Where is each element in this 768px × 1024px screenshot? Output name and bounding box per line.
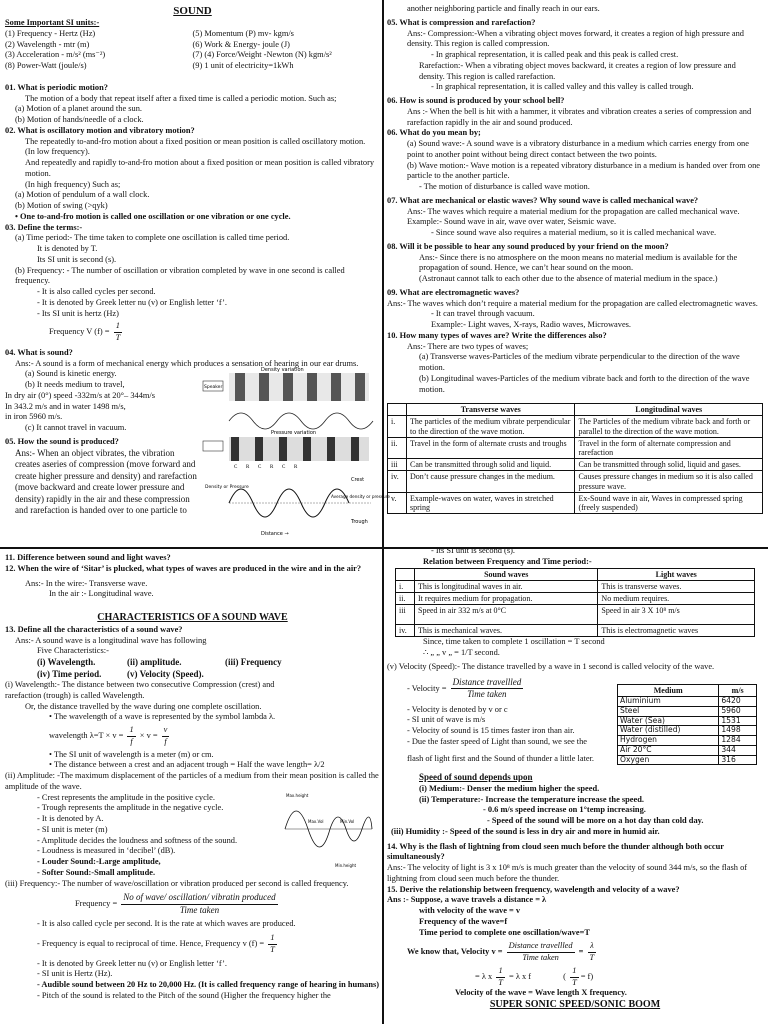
detail: - Velocity of sound is 15 times faster iron than air.	[407, 726, 575, 736]
answer: Ans:- The velocity of light is 3 x 10⁸ m/s is much greater than the velocity of sound 344 m/s, so the flash of lightning from cloud seen much before the thunder.	[387, 863, 748, 883]
answer: Ans:- In the wire:- Transverse wave.	[25, 578, 148, 588]
answer: (In low frequency).	[25, 147, 90, 157]
derivation-step: = λ x $\frac{1}{T}$ = λ x f ( $\frac{1}{T}$ = f)	[475, 965, 594, 987]
continuation-text: another neighboring particle and finally reach in our ears.	[407, 4, 600, 13]
fraction: $\frac{1}{T}$	[572, 965, 577, 987]
fraction-denominator: Time taken	[179, 904, 220, 915]
table-cell: 5960	[719, 706, 757, 716]
answer: Ans:- The waves which require a material medium for the propagation are called mechanical wave.	[407, 206, 740, 216]
list-item: (a) Motion of pendulum of a wall clock.	[15, 190, 150, 200]
table-row	[618, 697, 757, 707]
list-item: (a) Transverse waves-Particles of the medium vibrate perpendicular to the direction of the wave motion.	[419, 352, 740, 372]
si-item: (5) Momentum (P) mv- kgm/s	[192, 28, 294, 38]
page-title: SOUND	[173, 5, 212, 17]
table-cell: This is transverse waves.	[598, 580, 755, 592]
definition: (b) Wave motion:- Wave motion is a repeated vibratory disturbance in a medium is handed over from one particle to the another particle.	[407, 160, 761, 181]
table-cell: 1531	[719, 716, 757, 726]
table-cell: Water (Sea)	[618, 716, 719, 726]
answer: Ans:- Since there is no atmosphere on the moon means no material medium is available for the propagation of sound. Hence, we can’t hear sound on the moon.	[419, 252, 738, 273]
detail: in iron 5960 m/s.	[5, 412, 63, 422]
list-item: (b) Motion of swing (>qyk)	[15, 201, 108, 211]
definition: (a) Time period:- The time taken to complete one oscillation is called time period.	[15, 233, 290, 243]
definition: (a) Sound wave:- A sound wave is a vibratory disturbance in a medium which carries energy from one point to another point without being direct contact between the two points.	[407, 139, 749, 159]
answer: Ans:- When an object vibrates, the vibration creates aseries of compression (move forward and create higher pressure and density) and rarefaction (move backward and create lower pressure and density) rapidly in the air and these compression and rarefaction is handed over to one particle to	[15, 447, 197, 516]
fraction: $\frac{1}{T}$	[498, 965, 503, 987]
detail: flash of light first and the Sound of thunder a little later.	[407, 753, 595, 763]
figure-label: Density variation	[261, 367, 304, 374]
detail: - Trough represents the amplitude in the negative cycle.	[5, 803, 275, 814]
figure-label: C	[258, 465, 262, 471]
frequency-formula-block	[5, 892, 380, 916]
table-header: m/s	[719, 685, 757, 697]
table-cell: i.	[388, 416, 407, 437]
table-row	[388, 416, 763, 437]
table-row	[618, 755, 757, 765]
table-cell: 6420	[719, 697, 757, 707]
si-units-right	[193, 29, 381, 72]
right-top-panel	[387, 4, 763, 545]
amplitude-definition: (ii) Amplitude: -The maximum displacement of the particles of a medium from their mean position is called the amplitude of the wave.	[5, 771, 379, 791]
density-bands-top	[229, 373, 369, 401]
detail: - In graphical representation, it is called valley and this valley is called trough.	[387, 82, 763, 93]
table-cell: Speed in air 3 X 10⁸ m/s	[598, 605, 755, 625]
figure-label: C	[234, 465, 238, 471]
conclusion: Velocity of the wave = Wave length X frequency.	[455, 988, 627, 998]
note: • One to-and-fro motion is called one oscillation or one vibration or one cycle.	[5, 212, 380, 223]
speed-of-sound-table	[617, 684, 757, 765]
detail: It is denoted by T.	[37, 244, 98, 254]
si-item: (2) Wavelength - mtr (m)	[5, 39, 90, 49]
fraction	[121, 892, 277, 916]
amplitude-figure	[280, 783, 375, 875]
figure-label: C	[282, 465, 286, 471]
definition: (b) Frequency: - The number of oscillation or vibration completed by wave in one second is called frequency.	[15, 265, 345, 286]
fraction-numerator: Distance travellled	[451, 677, 524, 690]
answer: Ans:- There are two types of waves;	[407, 341, 529, 351]
table-header: Sound waves	[415, 568, 598, 580]
si-item: (9) 1 unit of electricity=1kWh	[192, 61, 294, 71]
sound-light-table	[395, 568, 755, 638]
detail: - Crest represents the amplitude in the positive cycle.	[5, 793, 275, 804]
left-bottom-panel	[5, 553, 380, 1024]
wavelength-definition: (i) Wavelength:- The distance between two consecutive Compression (crest) and rarefaction (trough) is called Wavelength.	[5, 680, 275, 700]
right-bottom-panel	[387, 546, 763, 1024]
detail: (iii) Humidity :- Speed of the sound is less in dry air and more in humid air.	[391, 826, 660, 836]
relation-heading: Relation between Frequency and Time period:-	[423, 556, 592, 566]
frequency-definition: (iii) Frequency:- The number of wave/oscillation or vibration produced per second is called frequency.	[5, 878, 349, 888]
detail: - Louder Sound:-Large amplitude,	[5, 857, 275, 868]
table-cell: It requires medium for propagation.	[415, 592, 598, 604]
table-cell: v.	[388, 492, 407, 513]
table-cell: Speed in air 332 m/s at 0°C	[415, 605, 598, 625]
formula-label: wavelength λ=T × v =	[49, 731, 124, 741]
table-row	[396, 605, 755, 625]
question: 05. What is compression and rarefaction?	[387, 17, 536, 27]
detail: - SI unit is Hertz (Hz).	[5, 969, 380, 980]
characteristic: (i) Wavelength.	[37, 657, 96, 668]
detail: (i) Medium:- Denser the medium higher the speed.	[419, 783, 600, 793]
table-cell: Don’t cause pressure changes in the medium.	[407, 471, 575, 492]
detail: - Due the faster speed of Light than sound, we see the	[407, 736, 588, 746]
table-row	[396, 580, 755, 592]
fraction: $\frac{v}{f}$	[163, 725, 168, 746]
characteristic: (iii) Frequency	[225, 657, 282, 668]
detail: - It is denoted by Greek letter nu (v) or English letter ‘f’.	[5, 959, 380, 970]
density-bands-bottom	[229, 437, 369, 461]
detail: - It is also called cycles per second.	[5, 287, 380, 298]
section-title: SUPER SONIC SPEED/SONIC BOOM	[489, 999, 661, 1011]
table-header-row	[388, 404, 763, 416]
fraction: $\frac{\lambda}{T}$	[589, 941, 595, 963]
detail: - It is denoted by A.	[5, 814, 275, 825]
table-row	[618, 745, 757, 755]
table-cell: Travel in the form of alternate compression and rarefaction	[575, 437, 763, 458]
table-row	[388, 437, 763, 458]
detail-text: - Frequency is equal to reciprocal of time. Hence, Frequency v (f) =	[37, 939, 264, 948]
detail: with velocity of the wave = v	[419, 906, 521, 916]
left-row-divider	[0, 547, 382, 549]
table-header: Medium	[618, 685, 719, 697]
si-units-left	[5, 29, 193, 72]
si-units	[5, 29, 380, 72]
figure-label: Max.Vol	[308, 818, 324, 824]
sound-wave-figure	[201, 363, 390, 545]
figure-label: Speaker	[204, 385, 223, 391]
detail: Its SI unit is second (s).	[37, 254, 117, 264]
question: 02. What is oscillatory motion and vibratory motion?	[5, 125, 195, 135]
question: 01. What is periodic motion?	[5, 82, 108, 92]
detail: In dry air (0°) speed -332m/s at 20°– 344m/s	[5, 390, 155, 400]
answer: The motion of a body that repeat itself after a fixed time is called a periodic motion. Such as;	[25, 93, 337, 103]
detail: - The motion of disturbance is called wave motion.	[419, 182, 590, 191]
left-top-panel	[5, 4, 390, 545]
section-title: CHARACTERISTICS OF A SOUND WAVE	[97, 612, 288, 623]
detail: - SI unit of wave is m/s	[407, 715, 486, 725]
si-item: (6) Work & Energy- joule (J)	[192, 39, 290, 49]
detail: - 0.6 m/s speed increase on 1°temp increasing.	[483, 805, 646, 815]
figure-label: Average density or pressure	[331, 494, 390, 500]
characteristic: (v) Velocity (Speed).	[127, 668, 204, 679]
detail: - Velocity is denoted by v or c	[407, 704, 508, 714]
figure-label: R	[246, 465, 250, 471]
detail: Time period to complete one oscillation/wave=T	[419, 927, 590, 937]
table-cell: iii	[396, 605, 415, 625]
detail: - It is also called cycle per second. It is the rate at which waves are produced.	[5, 919, 380, 930]
table-header-row	[396, 568, 755, 580]
question: 11. Difference between sound and light waves?	[5, 553, 171, 562]
question: 10. How many types of waves are? Write the differences also?	[387, 330, 607, 340]
question: 07. What are mechanical or elastic waves? Why sound wave is called mechanical wave?	[387, 195, 699, 205]
table-cell: Causes pressure changes in medium so it is also called pressure wave.	[575, 471, 763, 492]
question: 09. What are electromagnetic waves?	[387, 287, 520, 297]
figure-label: R	[270, 465, 274, 471]
velocity-formula	[387, 677, 617, 701]
bullet: • The wavelength of a wave is represented by the symbol lambda λ.	[5, 712, 380, 723]
question: 14. Why is the flash of lightning from cloud seen much before the thunder although both occur simultaneously?	[387, 841, 724, 862]
question: 04. What is sound?	[5, 347, 73, 357]
note: (Astronaut cannot talk to each other due to the absence of material medium in the space.)	[419, 274, 718, 283]
question: 12. When the wire of ‘Sitar’ is plucked, what types of waves are produced in the wire and in the air?	[5, 563, 362, 573]
answer: The repeatedly to-and-fro motion about a fixed position or mean position is called oscillatory motion.	[25, 136, 366, 146]
characteristic: (ii) amplitude.	[127, 657, 182, 668]
table-cell: iv.	[396, 625, 415, 637]
section-title: Speed of sound depends upon	[419, 772, 533, 783]
detail: - Its SI unit is second (s).	[387, 546, 763, 557]
question: 08. Will it be possible to hear any sound produced by your friend on the moon?	[387, 241, 669, 251]
table-row	[388, 459, 763, 471]
fraction-numerator: No of wave/ oscillation/ vibratin produced	[121, 892, 277, 905]
fraction: $\frac{1}{T}$	[115, 321, 121, 343]
detail: - Loudness is measured in ‘decibel’ (dB).	[5, 846, 275, 857]
table-header	[396, 568, 415, 580]
table-cell: Steel	[618, 706, 719, 716]
table-cell: No medium requires.	[598, 592, 755, 604]
detail: (ii) Temperature:- Increase the temperature increase the speed.	[419, 794, 644, 804]
detail: - SI unit is meter (m)	[5, 825, 275, 836]
table-header-row	[618, 685, 757, 697]
table-cell: Hydrogen	[618, 736, 719, 746]
question: 06. What do you mean by;	[387, 128, 481, 138]
question: 05. How the sound is produced?	[5, 436, 119, 446]
table-row	[618, 736, 757, 746]
table-row	[618, 706, 757, 716]
table-cell: iii	[388, 459, 407, 471]
step-text: = λ x	[475, 971, 493, 981]
characteristics-row	[5, 657, 380, 669]
waves-comparison-table	[387, 403, 763, 514]
table-row	[396, 625, 755, 637]
column-divider	[382, 0, 384, 1024]
formula-label: We know that, Velocity v =	[407, 947, 503, 957]
detail: - Amplitude decides the loudness and softness of the sound.	[5, 836, 275, 847]
example: Example:- Light waves, X-rays, Radio waves, Microwaves.	[431, 320, 632, 329]
figure-label: Min.Vol	[340, 818, 355, 824]
wavelength-formula: wavelength λ=T × v = $\frac{1}{f}$ × v = $\frac{v}{f}$	[49, 725, 168, 746]
table-cell: Aluminium	[618, 697, 719, 707]
answer: And repeatedly and rapidly to-and-fro motion about a fixed position or mean position is called vibratory motion.	[25, 158, 375, 178]
table-cell: Ex-Sound wave in air, Waves in compressed spring (freely suspended)	[575, 492, 763, 513]
answer: Ans:- Compression:-When a vibrating object moves forward, it creates a region of high pressure and density. This region is called compression.	[407, 28, 744, 49]
table-cell: Oxygen	[618, 755, 719, 765]
detail: In 343.2 m/s and in water 1498 m/s,	[5, 401, 126, 411]
bullet: • The SI unit of wavelength is a meter (m) or cm.	[5, 750, 380, 761]
velocity-definition: (v) Velocity (Speed):- The distance travelled by a wave in 1 second is called velocity of the wave.	[387, 661, 715, 671]
fraction	[451, 677, 524, 701]
example: Example:- Sound wave in air, wave over water, Seismic wave.	[407, 217, 617, 227]
answer: Rarefaction:- When a vibrating object moves backward, it creates a region of low pressure and density. This region is called rarefaction.	[419, 60, 736, 81]
table-cell: 1284	[719, 736, 757, 746]
table-cell: 344	[719, 745, 757, 755]
table-header: Transverse waves	[407, 404, 575, 416]
list-item: (c) It cannot travel in vacuum.	[25, 423, 127, 433]
velocity-derivation: We know that, Velocity v = $\frac{\text{Distance travellled}}{\text{Time taken}}$ = $\frac{\lambda}{T}$	[407, 941, 595, 963]
table-cell: ii.	[388, 437, 407, 458]
table-row	[396, 592, 755, 604]
detail: - Speed of the sound will be more on a hot day than cold day.	[487, 816, 704, 826]
si-heading: Some Important SI units:-	[5, 18, 100, 28]
si-item: (3) Acceleration - m/s² (ms⁻²)	[5, 50, 106, 60]
answer: Ans:- A sound wave is a longitudinal wave has following	[15, 635, 207, 645]
fraction: $\frac{1}{f}$	[129, 725, 134, 746]
table-header	[388, 404, 407, 416]
formula-label: Frequency V (f) =	[49, 327, 110, 337]
fraction	[507, 941, 575, 964]
detail: - Pitch of the sound is related to the Pitch of the sound (Higher the frequency higher the	[5, 991, 380, 1002]
detail: Or, the distance travelled by the wave during one complete oscillation.	[25, 701, 262, 711]
table-cell: Water (distilled)	[618, 726, 719, 736]
detail: - Its SI unit is hertz (Hz)	[5, 309, 380, 320]
detail: - It can travel through vacuum.	[387, 309, 763, 320]
table-cell: Can be transmitted through solid, liquid and gases.	[575, 459, 763, 471]
figure-label: Crest	[351, 477, 365, 484]
frequency-formula	[5, 321, 380, 344]
list-item: (b) Motion of hands/needle of a clock.	[15, 115, 144, 125]
characteristic: (iv) Time period.	[37, 668, 102, 679]
answer: Ans :- When the bell is hit with a hammer, it vibrates and vibration creates a series of compression and rarefaction rapidly in the air and sound produced.	[407, 106, 752, 127]
si-item: (1) Frequency - Hertz (Hz)	[5, 28, 96, 38]
fraction-denominator: Time taken	[522, 953, 559, 963]
table-cell: 316	[719, 755, 757, 765]
fraction-numerator: Distance travellled	[507, 941, 575, 953]
question: 03. Define the terms:-	[5, 222, 83, 232]
figure-label: Distance →	[261, 531, 289, 538]
table-cell: iv.	[388, 471, 407, 492]
figure-label: Density or Pressure	[205, 485, 249, 491]
detail: Frequency of the wave=f	[419, 916, 508, 926]
table-cell: 1498	[719, 726, 757, 736]
table-cell: Can be transmitted through solid and liquid.	[407, 459, 575, 471]
figure-label: Min.height	[335, 862, 357, 868]
question: 06. How is sound is produced by your school bell?	[387, 96, 565, 105]
answer: In the air :- Longitudinal wave.	[49, 589, 154, 599]
bullet: • The distance between a crest and an adjacent trough = Half the wave length= λ/2	[5, 760, 380, 771]
list-item: (a) Sound is kinetic energy.	[25, 369, 117, 379]
characteristics-row	[5, 669, 380, 681]
fraction-denominator: Time taken	[467, 689, 507, 700]
list-item: (b) It needs medium to travel,	[25, 380, 125, 390]
figure-label: Max.height	[286, 792, 309, 798]
figure-label: R	[294, 465, 298, 471]
table-cell: Travel in the form of alternate crusts and troughs	[407, 437, 575, 458]
list-item: (b) Longitudinal waves-Particles of the medium vibrate back and forth to the direction of the wave motion.	[419, 373, 750, 394]
list-item: (a) Motion of a planet around the sun.	[15, 104, 142, 114]
table-cell: This is mechanical waves.	[415, 625, 598, 637]
table-cell: Air 20°C	[618, 745, 719, 755]
table-cell: i.	[396, 580, 415, 592]
step-text: = λ x f	[509, 971, 532, 981]
table-cell: This is longitudinal waves in air.	[415, 580, 598, 592]
relation-line: ∴ „ „ v „ = 1/T second.	[423, 648, 500, 657]
detail: - It is denoted by Greek letter nu (v) or English letter ‘f’.	[5, 298, 380, 309]
question: 15. Derive the relationship between frequency, wavelength and velocity of a wave?	[387, 884, 680, 894]
answer: (In high frequency) Such as;	[25, 179, 121, 189]
table-cell: ii.	[396, 592, 415, 604]
si-item: (8) Power-Watt (joule/s)	[5, 61, 87, 71]
formula-label: - Velocity =	[407, 683, 447, 693]
table-row	[388, 492, 763, 513]
table-cell: The Particles of the medium vibrate back and forth or parallel to the direction of the wave motion.	[575, 416, 763, 437]
detail: - Audible sound between 20 Hz to 20,000 Hz. (It is called frequency range of hearing in humans)	[5, 980, 380, 991]
answer: Ans :- Suppose, a wave travels a distance = λ	[387, 895, 547, 905]
answer: Ans:- The waves which don’t require a material medium for the propagation are called electromagnetic waves.	[387, 298, 758, 308]
formula-label: Frequency =	[75, 899, 118, 909]
table-header: Longitudinal waves	[575, 404, 763, 416]
si-item: (7) (4) Force/Weight -Newton (N) kgm/s²	[192, 50, 332, 60]
relation-line: Since, time taken to complete 1 oscillation = T second	[423, 637, 605, 647]
figure-label: Pressure variation	[271, 430, 317, 437]
table-cell: Example-waves on water, waves in stretched spring	[407, 492, 575, 513]
table-cell: This is electromagnetic waves	[598, 625, 755, 637]
detail: - Since sound wave also requires a material medium, so it is called mechanical wave.	[387, 228, 763, 239]
answer: Ans:- A sound is a form of mechanical energy which produces a sensation of hearing in our ear drums.	[15, 358, 359, 368]
figure-label: Trough	[351, 519, 368, 526]
answer: Five Characteristics:-	[37, 646, 109, 656]
table-header: Light waves	[598, 568, 755, 580]
frequency-reciprocal	[5, 933, 380, 956]
table-cell: The particles of the medium vibrate perpendicular to the direction of the wave motion.	[407, 416, 575, 437]
fraction: $\frac{1}{T}$	[270, 933, 275, 954]
table-row	[388, 471, 763, 492]
detail: - In graphical representation, it is called peak and this peak is called crest.	[387, 50, 763, 61]
detail: - Softer Sound:-Small amplitude.	[5, 868, 275, 879]
question: 13. Define all the characteristics of a sound wave?	[5, 624, 183, 634]
